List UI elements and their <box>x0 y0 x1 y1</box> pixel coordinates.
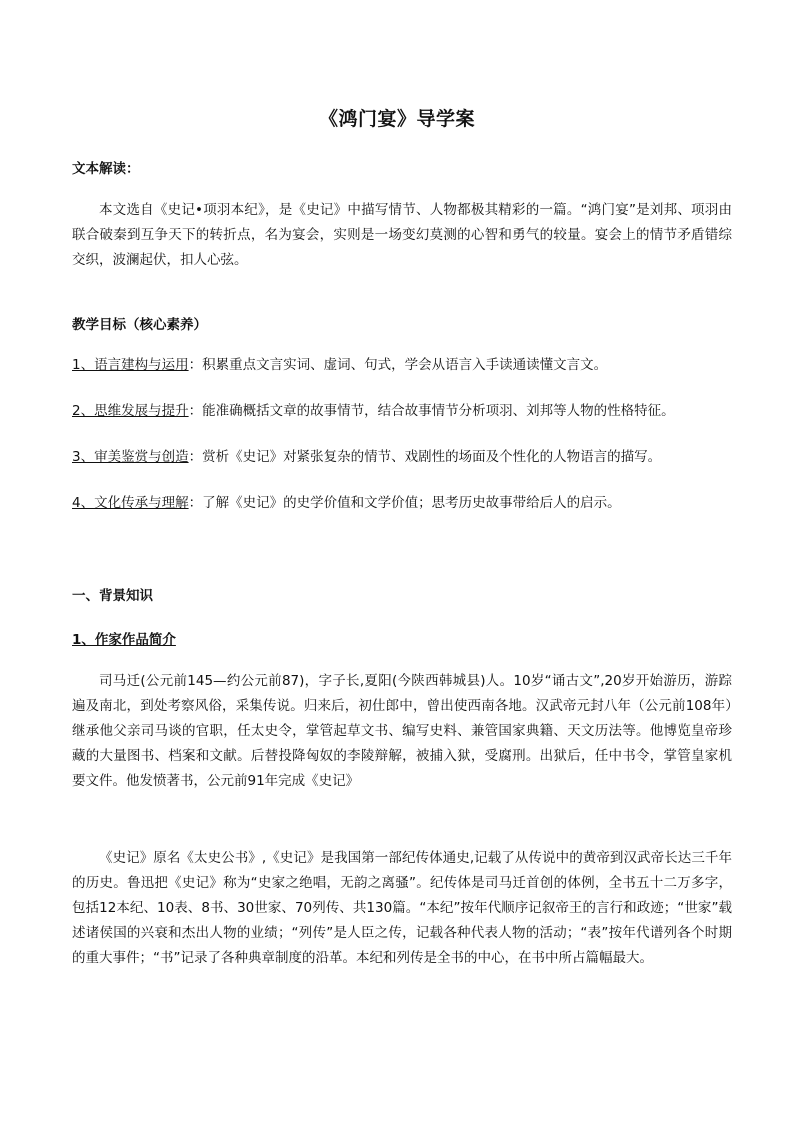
author-paragraph: 司马迁(公元前145—约公元前87)，字子长,夏阳(今陕西韩城县)人。10岁“诵古文”,20岁开始游历，游踪遍及南北，到处考察风俗，采集传说。归来后，初仕郎中，曾出使西南各地。汉武帝元封八年（公元前108年）继承他父亲司马谈的官职，任太史令，掌管起草文书、编写史料、兼管国家典籍、天文历法等。他博览皇帝珍藏的大量图书、档案和文献。后替投降匈奴的李陵辩解，被捕入狱，受腐刑。出狱后，任中书令，掌管皇家机要文件。他发愤著书，公元前91年完成《史记》 <box>72 673 732 789</box>
background-heading: 一、背景知识 <box>72 588 153 604</box>
objective-item-4 <box>72 493 742 513</box>
objective-text: ：能准确概括文章的故事情节，结合故事情节分析项羽、刘邦等人物的性格特征。 <box>188 403 675 419</box>
text-reading-body: 本文选自《史记•项羽本纪》，是《史记》中描写情节、人物都极其精彩的一篇。“鸿门宴”是刘邦、项羽由联合破秦到互争天下的转折点，名为宴会，实则是一场变幻莫测的心智和勇气的较量。宴会上的情节矛盾错综交织，波澜起伏，扣人心弦。 <box>72 202 732 268</box>
objective-item-2 <box>72 401 742 421</box>
page-title: 《鸿门宴》导学案 <box>318 108 475 130</box>
shiji-paragraph: 《史记》原名《太史公书》,《史记》是我国第一部纪传体通史,记载了从传说中的黄帝到汉武帝长达三千年的历史。鲁迅把《史记》称为“史家之绝唱，无韵之离骚”。纪传体是司马迁首创的体例，全书五十二万多字，包括12本纪、10表、8书、30世家、70列传、共130篇。“本纪”按年代顺序记叙帝王的言行和政迹；“世家”载述诸侯国的兴衰和杰出人物的业绩；“列传”是人臣之传，记载各种代表人物的活动；“表”按年代谱列各个时期的重大事件；“书”记录了各种典章制度的沿革。本纪和列传是全书的中心，在书中所占篇幅最大。 <box>72 850 732 966</box>
objective-label: 1、语言建构与运用 <box>72 357 189 373</box>
objective-item-3 <box>72 447 742 467</box>
objective-label: 4、文化传承与理解 <box>72 495 189 511</box>
author-works-heading: 1、作家作品简介 <box>72 632 176 648</box>
objective-text: ：积累重点文言实词、虚词、句式，学会从语言入手读通读懂文言文。 <box>188 357 608 373</box>
text-reading-heading: 文本解读： <box>72 161 140 177</box>
objectives-heading: 教学目标（核心素养） <box>72 317 207 333</box>
objective-item-1 <box>72 355 742 375</box>
objective-label: 2、思维发展与提升 <box>72 403 189 419</box>
objective-text: ：赏析《史记》对紧张复杂的情节、戏剧性的场面及个性化的人物语言的描写。 <box>188 449 662 465</box>
objective-label: 3、审美鉴赏与创造 <box>72 449 189 465</box>
objective-text: ：了解《史记》的史学价值和文学价值；思考历史故事带给后人的启示。 <box>188 495 621 511</box>
